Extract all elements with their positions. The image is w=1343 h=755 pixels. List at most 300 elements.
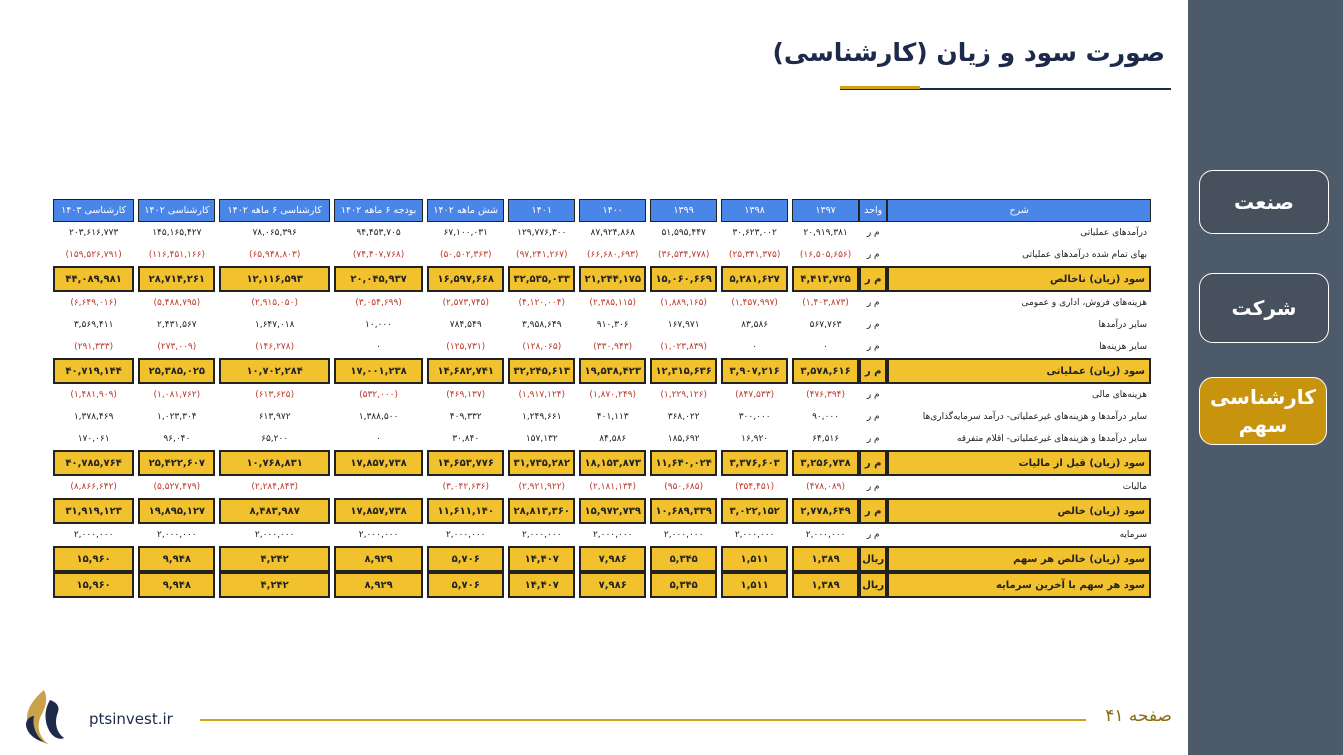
cell-value: ۳,۳۷۶,۶۰۳ xyxy=(721,450,788,476)
column-gap xyxy=(504,314,508,336)
cell-value: (۲,۱۸۱,۱۳۴) xyxy=(589,482,637,492)
cell-value: ۱,۵۱۱ xyxy=(721,546,788,572)
cell-value: ۱۷۰,۰۶۱ xyxy=(77,434,110,444)
cell-value: ۱۶,۹۲۰ xyxy=(741,434,769,444)
cell-value: ۰ xyxy=(376,342,381,352)
cell-value: ۱۵,۹۶۰ xyxy=(53,546,134,572)
column-gap xyxy=(215,244,219,266)
cell-value: (۱۲۵,۷۳۱) xyxy=(446,342,486,352)
cell-value: ۴۰,۷۱۹,۱۴۴ xyxy=(53,358,134,384)
column-gap xyxy=(423,498,427,524)
cell-value: ۸,۹۲۹ xyxy=(334,546,423,572)
cell-value: ۳۶۸,۰۲۲ xyxy=(667,412,700,422)
column-gap xyxy=(788,314,792,336)
cell-value: (۱,۹۱۷,۱۲۴) xyxy=(518,390,566,400)
cell-value: ۱,۵۱۱ xyxy=(721,572,788,598)
row-unit: م ر xyxy=(866,298,880,308)
column-gap xyxy=(575,572,579,598)
cell-value: (۲,۳۸۵,۱۱۵) xyxy=(589,298,637,308)
column-gap xyxy=(330,428,334,450)
header-period: ۱۳۹۹ xyxy=(650,199,717,222)
cell-value: ۲,۰۰۰,۰۰۰ xyxy=(734,530,775,540)
cell-value: ۲,۷۷۸,۶۴۹ xyxy=(792,498,859,524)
column-gap xyxy=(504,336,508,358)
title-underline-accent xyxy=(840,86,920,89)
cell-value: ۲,۰۰۰,۰۰۰ xyxy=(157,530,197,540)
column-gap xyxy=(504,222,508,244)
header-period: ۱۳۹۷ xyxy=(792,199,859,222)
row-description: سایر درآمدها و هزینه‌های غیرعملیاتی- درآمد سرمایه‌گذاری‌ها xyxy=(922,412,1147,422)
row-unit: م ر xyxy=(859,358,887,384)
cell-value: (۱,۲۲۹,۱۲۶) xyxy=(660,390,707,400)
column-gap xyxy=(646,292,650,314)
column-gap xyxy=(215,546,219,572)
sidebar-item-label: صنعت xyxy=(1234,190,1294,214)
cell-value: ۸۴,۵۸۶ xyxy=(599,434,627,444)
cell-value: ۲,۰۰۰,۰۰۰ xyxy=(73,530,114,540)
row-description: سایر هزینه‌ها xyxy=(1099,342,1147,352)
column-gap xyxy=(575,199,579,222)
table-row-total xyxy=(53,572,1151,598)
row-description: سود هر سهم با آخرین سرمایه xyxy=(887,572,1151,598)
sidebar-item-stock-analysis[interactable] xyxy=(1199,377,1327,445)
cell-value: ۱۹,۸۹۵,۱۲۷ xyxy=(138,498,215,524)
cell-value: ۱۷,۸۵۷,۷۳۸ xyxy=(334,450,423,476)
cell-value xyxy=(334,476,423,498)
column-gap xyxy=(646,244,650,266)
cell-value: (۵,۵۲۷,۴۷۹) xyxy=(153,482,201,492)
column-gap xyxy=(423,406,427,428)
cell-value: ۱۰,۷۰۲,۲۸۴ xyxy=(219,358,330,384)
column-gap xyxy=(330,358,334,384)
column-gap xyxy=(788,546,792,572)
column-gap xyxy=(646,358,650,384)
column-gap xyxy=(788,476,792,498)
table-row-total xyxy=(53,266,1151,292)
column-gap xyxy=(646,406,650,428)
column-gap xyxy=(504,406,508,428)
column-gap xyxy=(575,266,579,292)
cell-value: ۳۲,۲۴۵,۶۱۳ xyxy=(508,358,575,384)
cell-value: (۶۶,۶۸۰,۶۹۳) xyxy=(587,250,639,260)
column-gap xyxy=(717,336,721,358)
column-gap xyxy=(575,546,579,572)
column-gap xyxy=(575,358,579,384)
cell-value: ۱۵۷,۱۳۲ xyxy=(525,434,558,444)
column-gap xyxy=(646,336,650,358)
column-gap xyxy=(646,546,650,572)
cell-value: ۹۰,۰۰۰ xyxy=(812,412,840,422)
cell-value: ۱۲۹,۷۷۶,۳۰۰ xyxy=(517,228,567,238)
cell-value: ۴,۲۴۲ xyxy=(219,546,330,572)
cell-value: ۴۰,۷۸۵,۷۶۴ xyxy=(53,450,134,476)
column-gap xyxy=(215,572,219,598)
row-description: هزینه‌های فروش، اداری و عمومی xyxy=(1021,298,1147,308)
column-gap xyxy=(504,572,508,598)
column-gap xyxy=(330,199,334,222)
cell-value: ۵۶۷,۷۶۳ xyxy=(809,320,842,330)
column-gap xyxy=(504,266,508,292)
cell-value: ۳,۹۵۸,۶۴۹ xyxy=(521,320,562,330)
row-unit: م ر xyxy=(859,266,887,292)
cell-value: (۲,۵۷۳,۷۴۵) xyxy=(442,298,490,308)
cell-value: ۲۵,۳۸۵,۰۲۵ xyxy=(138,358,215,384)
row-unit: م ر xyxy=(866,482,880,492)
column-gap xyxy=(134,476,138,498)
cell-value: ۲,۰۰۰,۰۰۰ xyxy=(254,530,295,540)
header-period: ۱۴۰۱ xyxy=(508,199,575,222)
column-gap xyxy=(134,292,138,314)
column-gap xyxy=(134,358,138,384)
column-gap xyxy=(423,199,427,222)
header-period: کارشناسی ۱۴۰۳ xyxy=(53,199,134,222)
row-unit: م ر xyxy=(866,530,880,540)
cell-value: ۰ xyxy=(823,342,828,352)
cell-value: (۶,۶۴۹,۰۱۶) xyxy=(70,298,117,308)
cell-value: ۲,۰۰۰,۰۰۰ xyxy=(521,530,562,540)
column-gap xyxy=(575,292,579,314)
cell-value: ۳۱,۹۱۹,۱۲۳ xyxy=(53,498,134,524)
cell-value: ۲۸,۸۱۳,۳۶۰ xyxy=(508,498,575,524)
column-gap xyxy=(330,572,334,598)
header-period: کارشناسی ۱۴۰۲ xyxy=(138,199,215,222)
cell-value: ۵,۳۴۵ xyxy=(650,572,717,598)
column-gap xyxy=(215,524,219,546)
cell-value: ۱,۳۸۸,۵۰۰ xyxy=(358,412,399,422)
cell-value: (۵۳۲,۰۰۰) xyxy=(359,390,399,400)
column-gap xyxy=(215,222,219,244)
row-description: مالیات xyxy=(1122,482,1147,492)
column-gap xyxy=(134,572,138,598)
cell-value: ۳۰,۶۲۳,۰۰۲ xyxy=(732,228,777,238)
income-statement-table xyxy=(53,199,1151,598)
column-gap xyxy=(788,384,792,406)
column-gap xyxy=(788,428,792,450)
cell-value: (۱,۴۸۱,۹۰۹) xyxy=(70,390,117,400)
cell-value: ۱,۳۷۸,۴۶۹ xyxy=(73,412,114,422)
cell-value: (۲۷۳,۰۰۹) xyxy=(157,342,197,352)
cell-value: ۱,۲۴۹,۶۶۱ xyxy=(521,412,562,422)
cell-value: ۸۳,۵۸۶ xyxy=(741,320,769,330)
cell-value: ۱,۶۴۷,۰۱۸ xyxy=(254,320,295,330)
column-gap xyxy=(575,244,579,266)
row-description: سود (زیان) خالص xyxy=(887,498,1151,524)
column-gap xyxy=(646,572,650,598)
cell-value: ۲۱,۲۴۴,۱۷۵ xyxy=(579,266,646,292)
cell-value: ۱۴,۶۸۲,۷۴۱ xyxy=(427,358,504,384)
row-description: سرمایه xyxy=(1119,530,1147,540)
cell-value: ۶۷,۱۰۰,۰۳۱ xyxy=(443,228,488,238)
cell-value: ۳۰۰,۰۰۰ xyxy=(738,412,771,422)
cell-value: (۸,۸۶۶,۶۴۲) xyxy=(70,482,117,492)
footer-divider xyxy=(200,719,1086,721)
cell-value: ۷,۹۸۶ xyxy=(579,572,646,598)
sidebar-item-industry[interactable] xyxy=(1199,170,1329,234)
column-gap xyxy=(215,498,219,524)
column-gap xyxy=(504,546,508,572)
column-gap xyxy=(788,199,792,222)
column-gap xyxy=(575,384,579,406)
column-gap xyxy=(788,222,792,244)
cell-value: ۱۲,۱۱۶,۵۹۳ xyxy=(219,266,330,292)
row-unit: م ر xyxy=(859,498,887,524)
cell-value: (۲,۹۲۱,۹۲۲) xyxy=(518,482,566,492)
column-gap xyxy=(330,406,334,428)
cell-value: (۱,۰۲۳,۸۳۹) xyxy=(660,342,707,352)
column-gap xyxy=(504,524,508,546)
cell-value: (۷۴,۴۰۷,۷۶۸) xyxy=(352,250,405,260)
cell-value: (۱۴۶,۲۷۸) xyxy=(255,342,295,352)
cell-value: (۱,۰۸۱,۷۶۲) xyxy=(153,390,201,400)
cell-value: (۳۵۴,۴۵۱) xyxy=(735,482,775,492)
cell-value: ۱۵,۹۷۲,۷۳۹ xyxy=(579,498,646,524)
column-gap xyxy=(575,450,579,476)
cell-value: ۰ xyxy=(376,434,381,444)
sidebar-item-label: کارشناسی سهم xyxy=(1210,385,1316,437)
column-gap xyxy=(575,498,579,524)
cell-value: ۵,۲۸۱,۶۲۷ xyxy=(721,266,788,292)
cell-value: ۳,۹۰۷,۲۱۶ xyxy=(721,358,788,384)
column-gap xyxy=(504,244,508,266)
row-description: سود (زیان) ناخالص xyxy=(887,266,1151,292)
cell-value: ۳,۰۲۲,۱۵۲ xyxy=(721,498,788,524)
table-row xyxy=(53,524,1151,546)
cell-value: ۱۲,۳۱۵,۶۳۶ xyxy=(650,358,717,384)
cell-value: (۴۷۸,۰۸۹) xyxy=(806,482,846,492)
column-gap xyxy=(646,384,650,406)
cell-value: (۱۵۹,۵۲۶,۷۹۱) xyxy=(65,250,122,260)
column-gap xyxy=(330,244,334,266)
column-gap xyxy=(215,292,219,314)
column-gap xyxy=(330,546,334,572)
cell-value: ۲۵,۴۲۲,۶۰۷ xyxy=(138,450,215,476)
cell-value: ۱۷,۰۰۱,۲۳۸ xyxy=(334,358,423,384)
column-gap xyxy=(423,524,427,546)
cell-value: (۴,۱۲۰,۰۰۴) xyxy=(518,298,566,308)
header-period: کارشناسی ۶ ماهه ۱۴۰۲ xyxy=(219,199,330,222)
cell-value: ۶۱۳,۹۷۲ xyxy=(258,412,291,422)
column-gap xyxy=(330,450,334,476)
cell-value: ۸,۴۸۳,۹۸۷ xyxy=(219,498,330,524)
row-unit: م ر xyxy=(859,450,887,476)
table-row xyxy=(53,314,1151,336)
company-logo xyxy=(14,686,74,748)
sidebar-item-company[interactable] xyxy=(1199,273,1329,343)
cell-value: ۷۸۴,۵۴۹ xyxy=(449,320,482,330)
cell-value: ۹۶,۰۴۰ xyxy=(163,434,191,444)
table-row xyxy=(53,336,1151,358)
cell-value: (۴۷۶,۳۹۴) xyxy=(806,390,846,400)
column-gap xyxy=(646,199,650,222)
website-link[interactable]: ptsinvest.ir xyxy=(89,710,173,728)
table-row xyxy=(53,428,1151,450)
column-gap xyxy=(788,292,792,314)
column-gap xyxy=(134,199,138,222)
column-gap xyxy=(423,314,427,336)
column-gap xyxy=(134,546,138,572)
column-gap xyxy=(575,406,579,428)
cell-value: ۱۴,۶۵۳,۷۷۶ xyxy=(427,450,504,476)
cell-value: ۳,۲۵۶,۷۳۸ xyxy=(792,450,859,476)
column-gap xyxy=(717,199,721,222)
row-unit: م ر xyxy=(866,412,880,422)
column-gap xyxy=(504,428,508,450)
cell-value: ۳,۵۷۸,۶۱۶ xyxy=(792,358,859,384)
cell-value: ۲,۰۰۰,۰۰۰ xyxy=(358,530,399,540)
column-gap xyxy=(646,222,650,244)
cell-value: ۳۲,۵۳۵,۰۳۳ xyxy=(508,266,575,292)
column-gap xyxy=(134,384,138,406)
header-unit: واحد xyxy=(859,199,887,222)
row-description: سایر درآمدها و هزینه‌های غیرعملیاتی- اقلام متفرقه xyxy=(956,434,1147,444)
cell-value: ۱۶۷,۹۷۱ xyxy=(667,320,700,330)
column-gap xyxy=(215,384,219,406)
table-row-total xyxy=(53,358,1151,384)
cell-value: (۱۱۶,۴۵۱,۱۶۶) xyxy=(148,250,205,260)
column-gap xyxy=(215,266,219,292)
cell-value: ۱۸۵,۶۹۲ xyxy=(667,434,700,444)
cell-value: ۰ xyxy=(752,342,758,352)
column-gap xyxy=(646,314,650,336)
cell-value: ۱۱,۶۴۰,۰۲۴ xyxy=(650,450,717,476)
cell-value: ۲۰۳,۶۱۶,۷۷۳ xyxy=(69,228,119,238)
column-gap xyxy=(717,572,721,598)
page-title: صورت سود و زیان (کارشناسی) xyxy=(772,38,1165,67)
cell-value: ۱۷,۸۵۷,۷۳۸ xyxy=(334,498,423,524)
sidebar xyxy=(1188,0,1343,755)
cell-value: ۱۴,۴۰۷ xyxy=(508,546,575,572)
header-description: شرح xyxy=(887,199,1151,222)
column-gap xyxy=(330,336,334,358)
table-row-total xyxy=(53,498,1151,524)
row-unit: ریال xyxy=(859,546,887,572)
header-period: بودجه ۶ ماهه ۱۴۰۲ xyxy=(334,199,423,222)
column-gap xyxy=(788,336,792,358)
cell-value: (۳۳۰,۹۴۳) xyxy=(593,342,633,352)
row-unit: م ر xyxy=(866,434,880,444)
column-gap xyxy=(423,292,427,314)
cell-value: (۱,۸۷۰,۲۴۹) xyxy=(589,390,637,400)
cell-value: ۱۸,۱۵۳,۸۷۳ xyxy=(579,450,646,476)
column-gap xyxy=(788,406,792,428)
cell-value: ۷۸,۰۶۵,۳۹۶ xyxy=(252,228,297,238)
cell-value: ۱۶,۵۹۷,۶۶۸ xyxy=(427,266,504,292)
cell-value: ۴۴,۰۸۹,۹۸۱ xyxy=(53,266,134,292)
column-gap xyxy=(423,450,427,476)
cell-value: (۳,۰۵۴,۶۹۹) xyxy=(355,298,402,308)
column-gap xyxy=(134,222,138,244)
cell-value: ۴,۲۴۲ xyxy=(219,572,330,598)
column-gap xyxy=(717,524,721,546)
row-unit: ریال xyxy=(859,572,887,598)
cell-value: ۵,۳۴۵ xyxy=(650,546,717,572)
column-gap xyxy=(215,358,219,384)
cell-value: ۲,۴۳۱,۵۶۷ xyxy=(157,320,197,330)
cell-value: ۱۰,۶۸۹,۳۳۹ xyxy=(650,498,717,524)
column-gap xyxy=(788,266,792,292)
column-gap xyxy=(134,406,138,428)
column-gap xyxy=(575,314,579,336)
cell-value: ۱۰,۷۶۸,۸۳۱ xyxy=(219,450,330,476)
cell-value: ۶۴,۵۱۶ xyxy=(812,434,840,444)
column-gap xyxy=(134,266,138,292)
cell-value: (۹۵۰,۶۸۵) xyxy=(664,482,704,492)
column-gap xyxy=(788,524,792,546)
column-gap xyxy=(717,428,721,450)
column-gap xyxy=(646,428,650,450)
row-description: هزینه‌های مالی xyxy=(1092,390,1147,400)
cell-value: ۱۹,۵۳۸,۴۲۳ xyxy=(579,358,646,384)
cell-value: ۴۰۹,۳۳۲ xyxy=(449,412,482,422)
column-gap xyxy=(423,384,427,406)
column-gap xyxy=(215,406,219,428)
cell-value: ۵,۷۰۶ xyxy=(427,572,504,598)
table-row xyxy=(53,384,1151,406)
cell-value: ۵,۷۰۶ xyxy=(427,546,504,572)
column-gap xyxy=(423,428,427,450)
column-gap xyxy=(646,476,650,498)
cell-value: (۳۶,۵۳۴,۷۷۸) xyxy=(657,250,710,260)
column-gap xyxy=(423,222,427,244)
cell-value: ۹۱۰,۳۰۶ xyxy=(596,320,629,330)
row-description: سود (زیان) عملیاتی xyxy=(887,358,1151,384)
cell-value: ۵۱,۵۹۵,۴۴۷ xyxy=(661,228,706,238)
cell-value: ۸۷,۹۲۴,۸۶۸ xyxy=(590,228,635,238)
column-gap xyxy=(788,244,792,266)
column-gap xyxy=(717,498,721,524)
column-gap xyxy=(717,314,721,336)
column-gap xyxy=(330,498,334,524)
cell-value: ۶۵,۲۰۰ xyxy=(261,434,289,444)
table-row xyxy=(53,222,1151,244)
cell-value: (۱,۴۰۳,۸۷۳) xyxy=(802,298,849,308)
column-gap xyxy=(717,292,721,314)
table-row xyxy=(53,292,1151,314)
header-period: ۱۳۹۸ xyxy=(721,199,788,222)
column-gap xyxy=(423,336,427,358)
cell-value: (۱,۸۸۹,۱۶۵) xyxy=(660,298,707,308)
column-gap xyxy=(330,292,334,314)
column-gap xyxy=(575,222,579,244)
page-number: صفحه ۴۱ xyxy=(1105,706,1172,726)
table-row-total xyxy=(53,450,1151,476)
cell-value: (۹۷,۲۴۱,۲۶۷) xyxy=(516,250,568,260)
cell-value: ۲۰,۰۴۵,۹۳۷ xyxy=(334,266,423,292)
cell-value: (۱,۴۵۷,۹۹۷) xyxy=(731,298,778,308)
cell-value: ۲,۰۰۰,۰۰۰ xyxy=(445,530,486,540)
cell-value: ۳۱,۷۳۵,۲۸۲ xyxy=(508,450,575,476)
cell-value: ۲۸,۷۱۴,۲۶۱ xyxy=(138,266,215,292)
column-gap xyxy=(504,199,508,222)
column-gap xyxy=(717,358,721,384)
column-gap xyxy=(215,336,219,358)
column-gap xyxy=(646,450,650,476)
cell-value: ۱,۳۸۹ xyxy=(792,572,859,598)
cell-value: ۱,۰۲۳,۳۰۴ xyxy=(157,412,197,422)
cell-value: (۱۶,۵۰۵,۶۵۶) xyxy=(799,250,852,260)
cell-value: ۹۴,۴۵۳,۷۰۵ xyxy=(356,228,401,238)
row-unit: م ر xyxy=(866,390,880,400)
cell-value: ۲۰,۹۱۹,۳۸۱ xyxy=(803,228,848,238)
column-gap xyxy=(134,244,138,266)
cell-value: ۲,۰۰۰,۰۰۰ xyxy=(805,530,846,540)
column-gap xyxy=(646,266,650,292)
column-gap xyxy=(788,572,792,598)
column-gap xyxy=(134,428,138,450)
cell-value: ۹,۹۴۸ xyxy=(138,546,215,572)
row-description: سود (زیان) خالص هر سهم xyxy=(887,546,1151,572)
column-gap xyxy=(134,336,138,358)
